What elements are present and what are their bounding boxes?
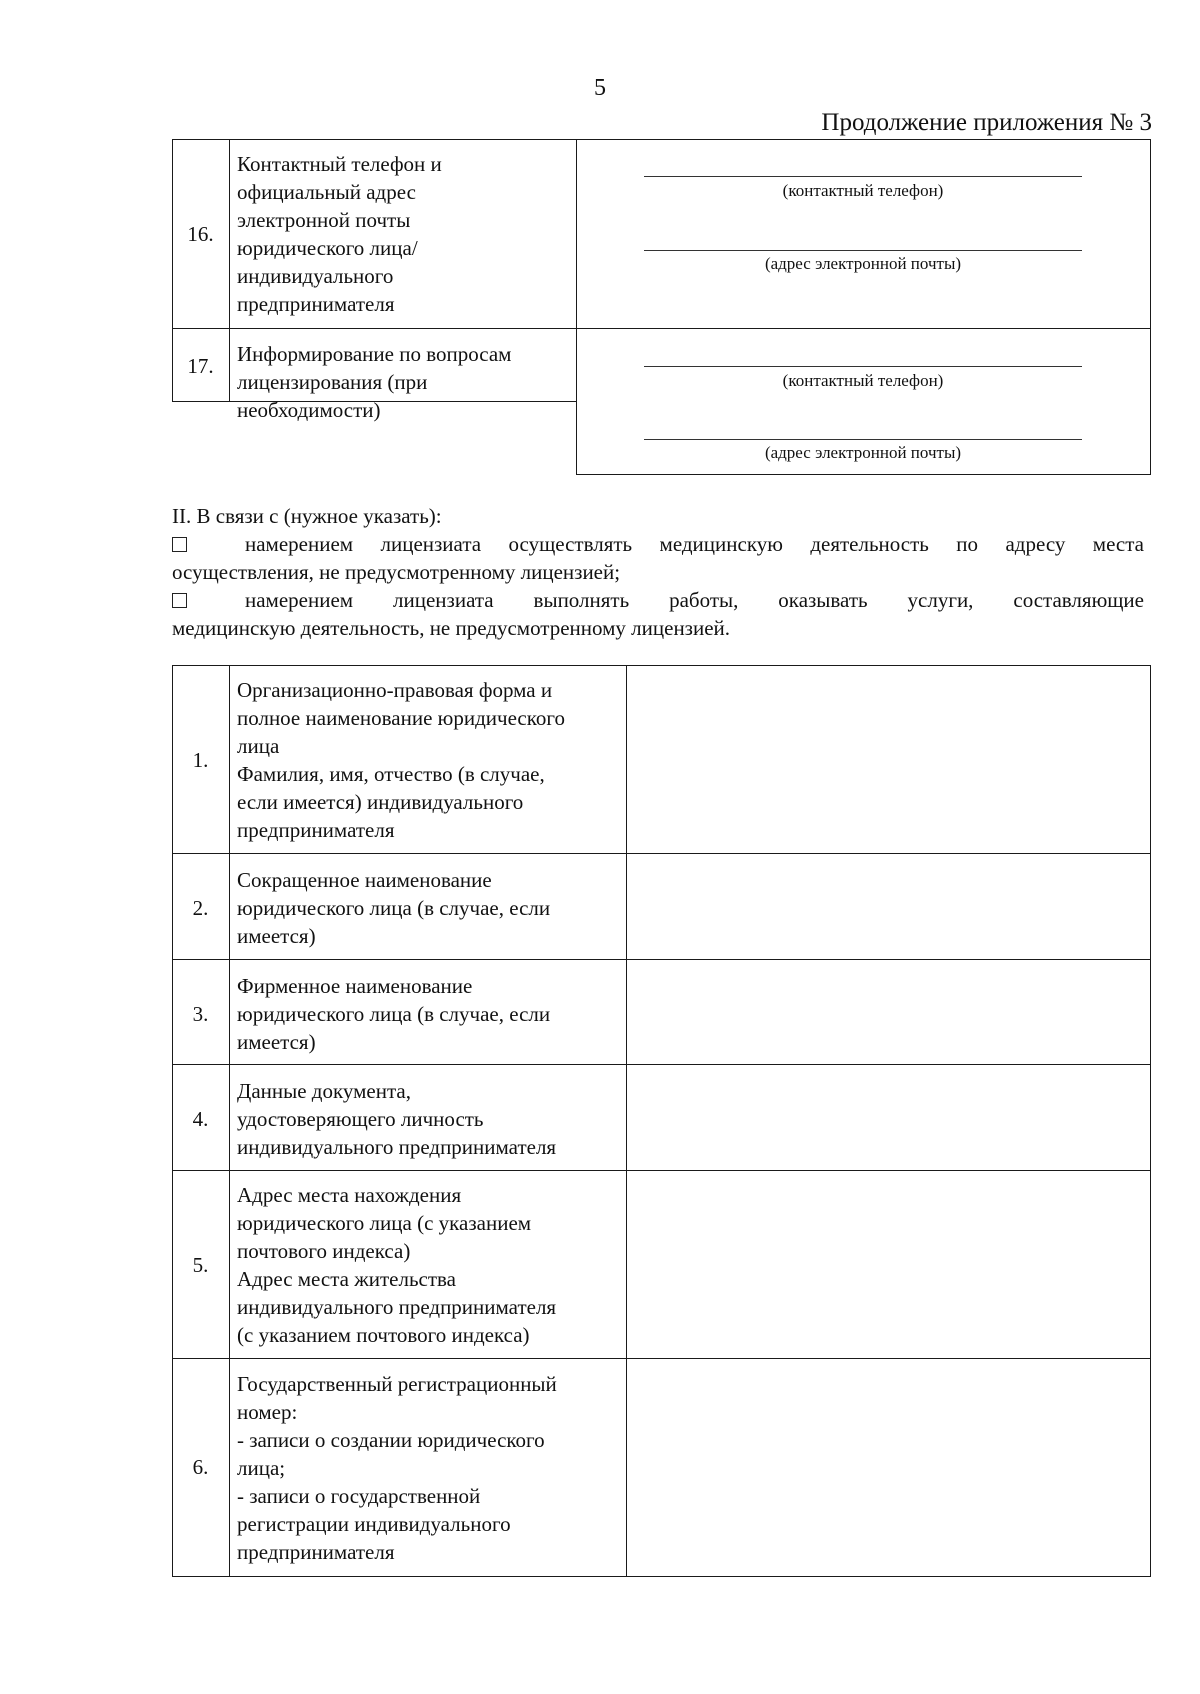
row-label: Данные документа, удостоверяющего личность индивидуального предпринимателя <box>237 1079 557 1159</box>
table-border <box>172 328 1151 329</box>
phone-entry-line[interactable] <box>644 366 1082 367</box>
row-label: Государственный регистрационный номер: - записи о создании юридического лица; - записи о государственной регистрации индивидуального предпринимателя <box>237 1372 557 1564</box>
row-number: 4. <box>192 1107 209 1131</box>
phone-caption: (контактный телефон) <box>782 371 944 390</box>
email-caption: (адрес электронной почты) <box>764 443 962 462</box>
row-number: 2. <box>192 896 209 920</box>
row-label: Адрес места нахождения юридического лица (с указанием почтового индекса) Адрес места жительства индивидуального предпринимателя (с указанием почтового индекса) <box>237 1183 557 1347</box>
table-border <box>172 1170 1151 1171</box>
email-caption: (адрес электронной почты) <box>764 254 962 273</box>
table-border <box>1150 665 1151 1577</box>
row-label: Фирменное наименование юридического лица (в случае, если имеется) <box>237 974 551 1054</box>
option-2: намерением лицензиата выполнять работы, оказывать услуги, составляющие медицинскую деятельность, не предусмотренному лицензией. <box>172 588 1144 640</box>
option-1: намерением лицензиата осуществлять медицинскую деятельность по адресу места осуществления, не предусмотренному лицензией; <box>172 532 1144 584</box>
section-intro: II. В связи с (нужное указать): <box>172 504 442 528</box>
checkbox-option-1[interactable] <box>172 537 187 552</box>
email-entry-line[interactable] <box>644 250 1082 251</box>
table-border <box>229 139 230 402</box>
row-number: 3. <box>192 1002 209 1026</box>
row-number: 17. <box>187 354 214 378</box>
table-border <box>576 139 577 475</box>
table-border <box>626 665 627 1577</box>
table-border <box>229 665 230 1577</box>
row-label: Контактный телефон и официальный адрес электронной почты юридического лица/ индивидуального предпринимателя <box>237 152 442 316</box>
checkbox-option-2[interactable] <box>172 593 187 608</box>
table-border <box>172 1576 1151 1577</box>
table-border <box>172 959 1151 960</box>
appendix-title: Продолжение приложения № 3 <box>821 109 1152 136</box>
table-border <box>172 853 1151 854</box>
row-label: Организационно-правовая форма и полное наименование юридического лица Фамилия, имя, отчество (в случае, если имеется) индивидуального предпринимателя <box>237 678 565 842</box>
table-border <box>172 1358 1151 1359</box>
page-number: 5 <box>594 75 606 101</box>
phone-entry-line[interactable] <box>644 176 1082 177</box>
table-border <box>576 474 1151 475</box>
row-number: 6. <box>192 1455 209 1479</box>
table-border <box>172 139 1151 140</box>
row-label: Сокращенное наименование юридического лица (в случае, если имеется) <box>237 868 551 948</box>
row-number: 5. <box>192 1253 209 1277</box>
row-label: Информирование по вопросам лицензирования (при необходимости) <box>237 342 512 422</box>
row-number: 16. <box>187 222 214 246</box>
phone-caption: (контактный телефон) <box>782 181 944 200</box>
row-number: 1. <box>192 748 209 772</box>
table-border <box>172 665 1151 666</box>
table-border <box>1150 139 1151 475</box>
email-entry-line[interactable] <box>644 439 1082 440</box>
table-border <box>172 1064 1151 1065</box>
